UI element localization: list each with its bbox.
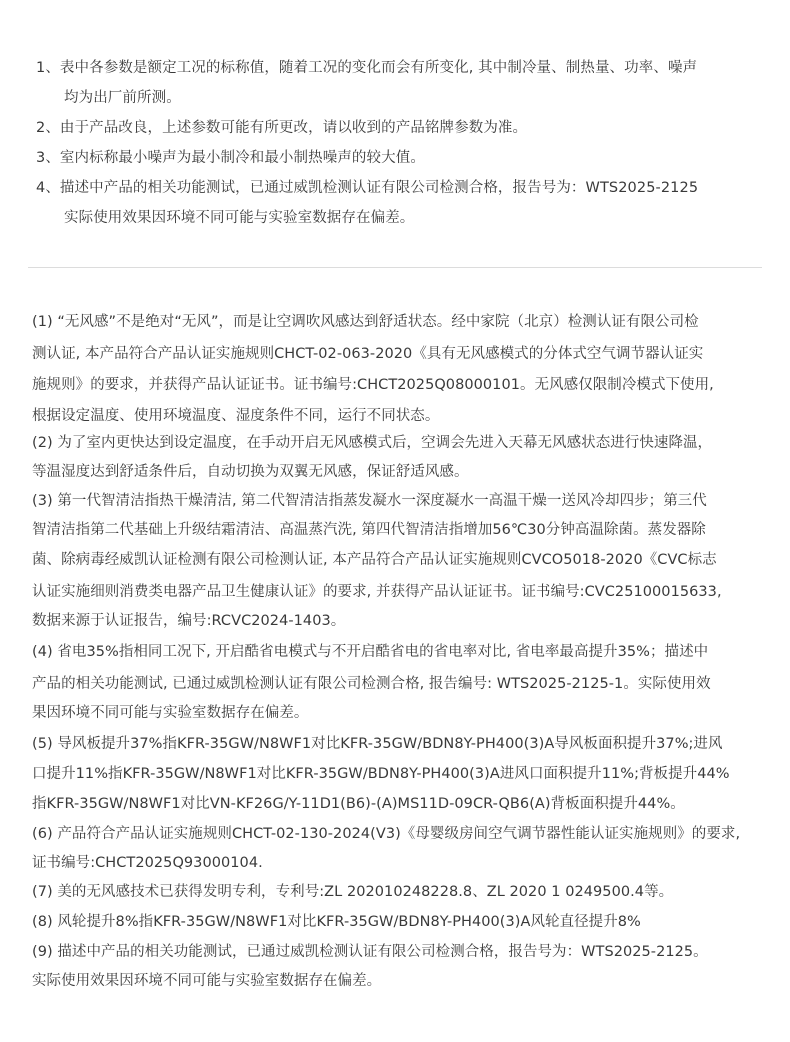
footnote-line: 产品的相关功能测试, 已通过威凯检测认证有限公司检测合格, 报告编号: WTS2025-2125-1。实际使用效 (32, 676, 711, 692)
footnote-line: (7) 美的无风感技术已获得发明专利，专利号:ZL 202010248228.8、ZL 2020 1 0249500.4等。 (32, 884, 674, 900)
note-4-line-1: 4、描述中产品的相关功能测试，已通过威凯检测认证有限公司检测合格，报告号为：WTS2025-2125 (36, 180, 699, 196)
footnote-line: (4) 省电35%指相同工况下, 开启酷省电模式与不开启酷省电的省电率对比, 省电率最高提升35%；描述中 (32, 644, 709, 660)
footnote-line: 智清洁指第二代基础上升级结霜清洁、高温蒸汽洗, 第四代智清洁指增加56℃30分钟高温除菌。蒸发器除 (32, 522, 706, 538)
footnote-line: (5) 导风板提升37%指KFR-35GW/N8WF1对比KFR-35GW/BDN8Y-PH400(3)A导风板面积提升37%;进风 (32, 736, 723, 752)
footnote-line: (9) 描述中产品的相关功能测试，已通过威凯检测认证有限公司检测合格，报告号为：WTS2025-2125。 (32, 944, 708, 960)
footnote-line: 认证实施细则消费类电器产品卫生健康认证》的要求, 并获得产品认证证书。证书编号:CVC25100015633, (32, 584, 722, 600)
footnote-line: 等温湿度达到舒适条件后，自动切换为双翼无风感，保证舒适风感。 (32, 464, 469, 480)
note-1-line-1: 1、表中各参数是额定工况的标称值，随着工况的变化而会有所变化, 其中制冷量、制热量、功率、噪声 (36, 60, 698, 76)
note-2: 2、由于产品改良，上述参数可能有所更改，请以收到的产品铭牌参数为准。 (36, 120, 528, 136)
footnote-line: 施规则》的要求，并获得产品认证证书。证书编号:CHCT2025Q08000101。无风感仅限制冷模式下使用, (32, 377, 714, 393)
footnote-line: 根据设定温度、使用环境温度、湿度条件不同，运行不同状态。 (32, 408, 440, 424)
footnote-line: 实际使用效果因环境不同可能与实验室数据存在偏差。 (32, 973, 382, 989)
footnote-line: 数据来源于认证报告，编号:RCVC2024-1403。 (32, 613, 346, 629)
section-divider (28, 267, 762, 268)
footnote-line: (6) 产品符合产品认证实施规则CHCT-02-130-2024(V3)《母婴级房间空气调节器性能认证实施规则》的要求, (32, 826, 741, 842)
footnote-line: 指KFR-35GW/N8WF1对比VN-KF26G/Y-11D1(B6)-(A)MS11D-09CR-QB6(A)背板面积提升44%。 (32, 796, 685, 812)
footnote-line: (1) “无风感”不是绝对“无风”，而是让空调吹风感达到舒适状态。经中家院（北京）检测认证有限公司检 (32, 314, 699, 330)
footnote-line: 口提升11%指KFR-35GW/N8WF1对比KFR-35GW/BDN8Y-PH400(3)A进风口面积提升11%;背板提升44% (32, 766, 730, 782)
footnote-line: (8) 风轮提升8%指KFR-35GW/N8WF1对比KFR-35GW/BDN8Y-PH400(3)A风轮直径提升8% (32, 914, 641, 930)
note-4-line-2: 实际使用效果因环境不同可能与实验室数据存在偏差。 (64, 210, 415, 226)
footnote-line: 证书编号:CHCT2025Q93000104. (32, 855, 263, 871)
note-3: 3、室内标称最小噪声为最小制冷和最小制热噪声的较大值。 (36, 150, 425, 166)
footnote-line: 果因环境不同可能与实验室数据存在偏差。 (32, 705, 309, 721)
footnote-line: 菌、除病毒经威凯认证检测有限公司检测认证, 本产品符合产品认证实施规则CVCO5018-2020《CVC标志 (32, 552, 717, 568)
footnote-line: (2) 为了室内更快达到设定温度，在手动开启无风感模式后，空调会先进入天幕无风感状态进行快速降温， (32, 435, 713, 451)
note-1-line-2: 均为出厂前所测。 (64, 90, 181, 106)
footnote-line: (3) 第一代智清洁指热干燥清洁, 第二代智清洁指蒸发凝水一深度凝水一高温干燥一送风冷却四步；第三代 (32, 493, 707, 509)
footnote-line: 测认证, 本产品符合产品认证实施规则CHCT-02-063-2020《具有无风感模式的分体式空气调节器认证实 (32, 346, 704, 362)
